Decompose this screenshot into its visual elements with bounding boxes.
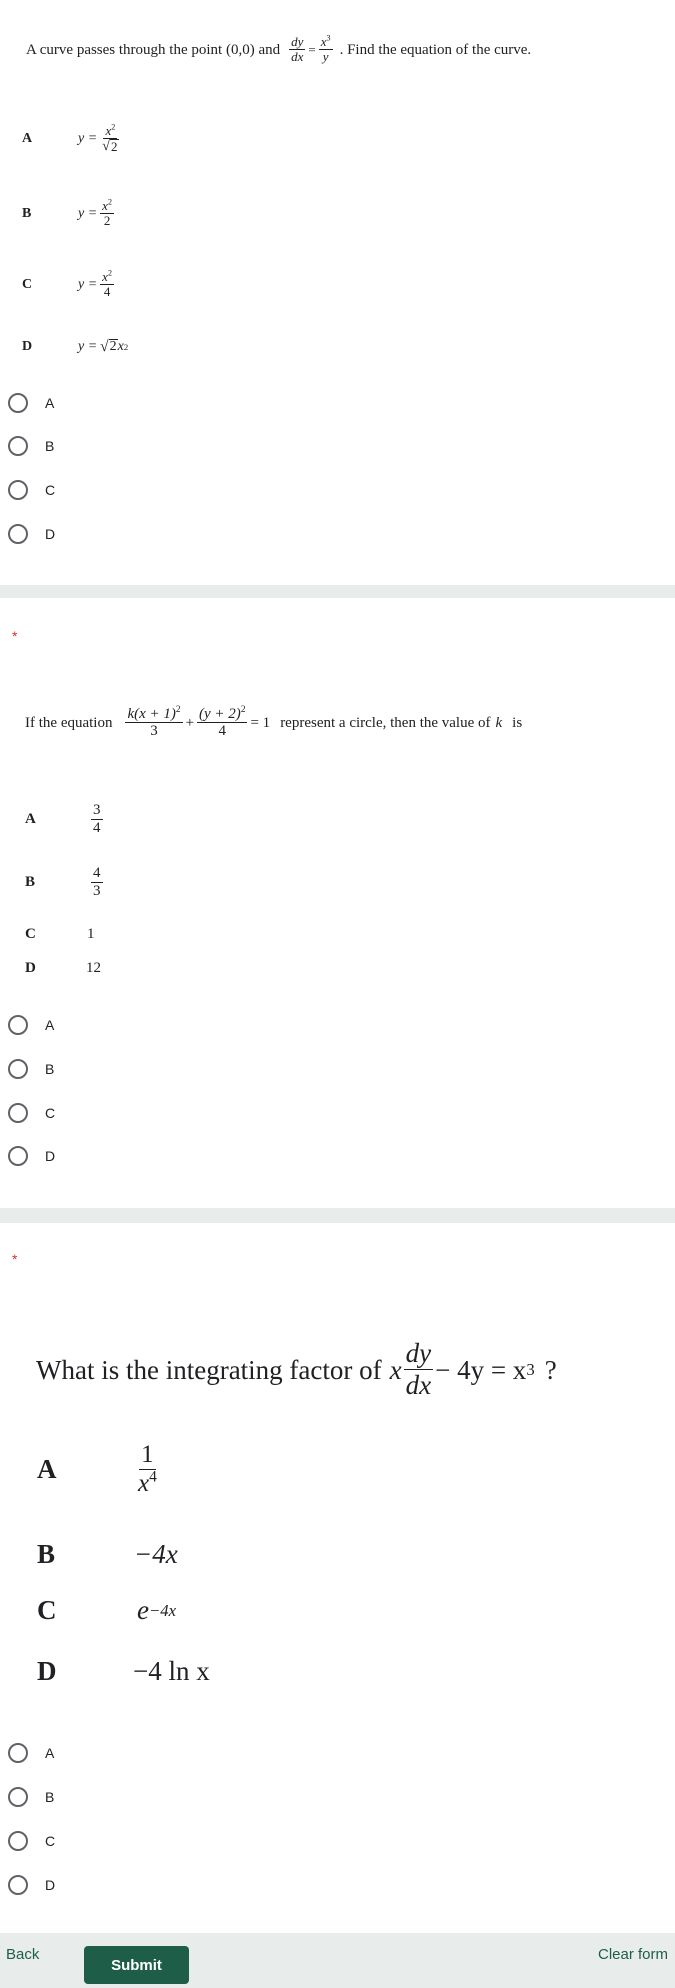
option-c [22, 270, 117, 300]
radio-label: C [45, 1105, 56, 1121]
rhs-denominator: y [322, 49, 329, 65]
option-b [22, 199, 117, 229]
option-letter: D [22, 339, 33, 354]
radio-label: D [45, 1148, 56, 1164]
question-card-2 [0, 598, 675, 1222]
radio-button[interactable] [8, 1743, 28, 1763]
radio-button[interactable] [8, 1831, 28, 1851]
radio-option-a[interactable] [8, 1015, 54, 1035]
option-d [25, 960, 101, 977]
radio-button[interactable] [8, 1787, 28, 1807]
rhs: = 1 [250, 714, 271, 731]
required-asterisk: * [12, 1251, 18, 1267]
radio-button[interactable] [8, 393, 28, 413]
frac-denominator: dx [291, 49, 304, 65]
radio-option-d[interactable] [8, 1146, 55, 1166]
option-b [37, 1539, 178, 1570]
option-math: $\frac{1}{x^4}$ [138, 1441, 157, 1497]
question-2-stem [25, 688, 522, 758]
question-1-stem [26, 28, 531, 72]
option-letter: D [25, 960, 36, 976]
radio-label: B [45, 1061, 55, 1077]
radio-label: A [45, 395, 55, 411]
radio-option-c[interactable] [8, 1103, 55, 1123]
option-value: 12 [86, 960, 101, 976]
radio-button[interactable] [8, 436, 28, 456]
option-letter: B [37, 1539, 56, 1569]
radio-label: C [45, 482, 56, 498]
equals-sign: = [308, 42, 316, 57]
section-divider [0, 585, 675, 599]
option-math: y = √ 2 x 2 [78, 338, 129, 356]
option-letter: C [25, 926, 36, 942]
option-math: y = $\frac{x^2}{4}$ [78, 268, 112, 300]
option-d [22, 339, 128, 355]
option-math: y = $x^2$ √ 2 [78, 122, 118, 155]
question-mark: ? [544, 1354, 557, 1385]
radio-option-b[interactable] [8, 1787, 54, 1807]
radio-label: B [45, 1789, 55, 1805]
clear-form-button[interactable]: Clear form [598, 1946, 669, 1963]
radio-button[interactable] [8, 1146, 28, 1166]
radio-label: A [45, 1017, 55, 1033]
radio-label: B [45, 438, 55, 454]
radio-option-a[interactable] [8, 1743, 54, 1763]
radio-option-d[interactable] [8, 524, 55, 544]
option-base: e [137, 1595, 149, 1625]
radio-label: D [45, 526, 56, 542]
option-letter: B [22, 206, 32, 222]
option-math: $\frac{3}{4}$ [93, 802, 101, 836]
radio-label: D [45, 1877, 56, 1893]
option-d [37, 1656, 210, 1687]
stem-tail: is [512, 714, 523, 731]
radio-button[interactable] [8, 1103, 28, 1123]
option-c: C e −4x [37, 1595, 177, 1625]
option-letter: C [22, 277, 33, 293]
radio-option-c[interactable] [8, 1831, 55, 1851]
option-a [25, 802, 106, 837]
radio-button[interactable] [8, 1875, 28, 1895]
stem-equation: − 4y = x [435, 1354, 527, 1385]
option-letter: A [22, 131, 33, 147]
dy-dx-fraction [289, 35, 305, 65]
option-letter: B [25, 873, 36, 890]
section-divider [0, 1208, 675, 1223]
frac-numerator: dy [291, 33, 304, 49]
stem-text: What is the integrating factor of [36, 1354, 382, 1385]
radio-label: C [45, 1833, 56, 1849]
radio-option-b[interactable] [8, 436, 54, 456]
option-letter: A [25, 810, 36, 827]
option-letter: D [37, 1656, 57, 1686]
form-footer [0, 1933, 675, 1988]
submit-button[interactable]: Submit [84, 1946, 189, 1984]
question-card-3 [0, 1223, 675, 1933]
stem-text-after: represent a circle, then the value of [280, 714, 491, 731]
back-button[interactable]: Back [6, 1946, 40, 1963]
radio-label: A [45, 1745, 55, 1761]
option-b [25, 865, 106, 900]
dy-dx-fraction: $\frac{dy}{dx}$ [405, 1338, 432, 1400]
option-math: y = $\frac{x^2}{2}$ [78, 197, 112, 229]
option-letter: C [37, 1595, 57, 1625]
option-letter: A [37, 1454, 57, 1485]
question-card-1 [0, 0, 675, 585]
rhs-fraction [319, 35, 333, 65]
option-c [25, 926, 95, 943]
option-a [37, 1441, 162, 1498]
option-math: $\frac{4}{3}$ [93, 865, 101, 899]
term-2-fraction: $\frac{(y + 2)^2}{4}$ [199, 704, 246, 740]
stem-text-after: . Find the equation of the curve. [339, 41, 532, 58]
option-value: −4 ln x [133, 1656, 210, 1686]
radio-option-a[interactable] [8, 393, 54, 413]
stem-text: If the equation [25, 714, 113, 731]
stem-text: A curve passes through the point (0,0) and [26, 41, 281, 58]
question-3-stem: What is the integrating factor of x $\frac{dy}{dx}$ − 4y = x 3 ? [36, 1338, 557, 1400]
radio-option-c[interactable] [8, 480, 55, 500]
term-1-fraction: $\frac{k(x + 1)^2}{3}$ [127, 704, 181, 740]
plus-sign: + [185, 714, 195, 731]
radio-button[interactable] [8, 1059, 28, 1079]
radio-option-d[interactable] [8, 1875, 55, 1895]
radio-button[interactable] [8, 1015, 28, 1035]
option-value: −4x [134, 1539, 178, 1569]
required-asterisk: * [12, 628, 18, 644]
option-value: 1 [87, 926, 95, 942]
option-a [22, 124, 124, 154]
radio-button[interactable] [8, 524, 28, 544]
radio-button[interactable] [8, 480, 28, 500]
stem-x: x [389, 1354, 402, 1385]
radio-option-b[interactable] [8, 1059, 54, 1079]
rhs-numerator: $x^3$ [320, 33, 331, 49]
stem-variable: k [495, 714, 503, 731]
